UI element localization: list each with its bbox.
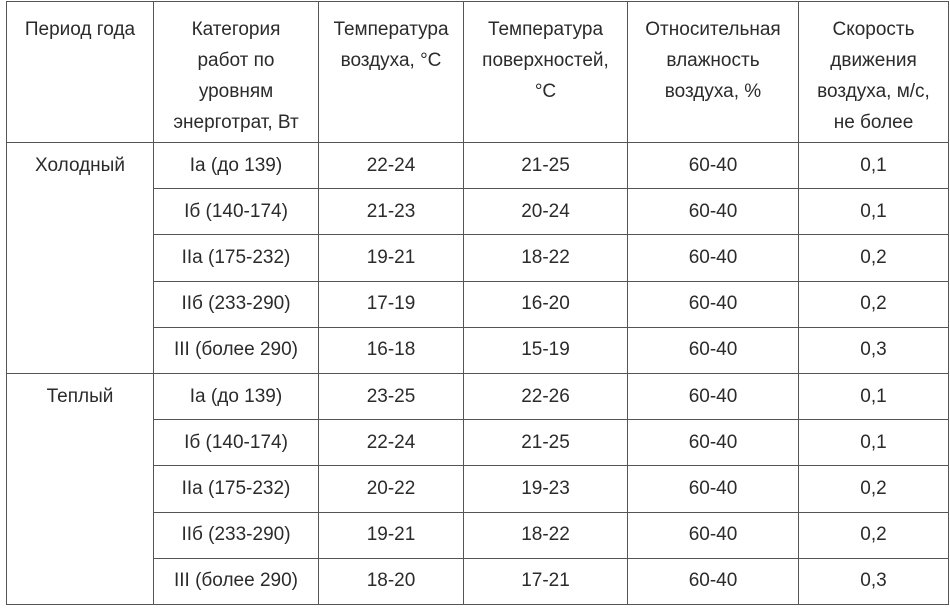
- table-header: [7, 2, 949, 143]
- air-temp-cell: 22-24: [319, 420, 464, 466]
- category-cell: III (более 290): [154, 558, 319, 604]
- humidity-cell: 60-40: [628, 420, 799, 466]
- air-temp-cell: 17-19: [319, 281, 464, 327]
- air-temp-cell: 16-18: [319, 327, 464, 373]
- air-speed-cell: 0,3: [799, 327, 949, 373]
- air-temp-cell: 23-25: [319, 373, 464, 419]
- table-row: [7, 143, 949, 189]
- header-air-speed: [799, 2, 949, 143]
- table-row: [7, 373, 949, 419]
- microclimate-table-container: [6, 1, 948, 605]
- header-line: движения: [830, 50, 917, 71]
- header-relative-humidity: [628, 2, 799, 143]
- header-air-temperature: [319, 2, 464, 143]
- category-cell: IIа (175-232): [154, 235, 319, 281]
- surface-temp-cell: 21-25: [464, 420, 628, 466]
- surface-temp-cell: 17-21: [464, 558, 628, 604]
- surface-temp-cell: 22-26: [464, 373, 628, 419]
- category-cell: III (более 290): [154, 327, 319, 373]
- header-line: Категория: [191, 19, 281, 40]
- humidity-cell: 60-40: [628, 512, 799, 558]
- header-line: Температура: [487, 19, 604, 40]
- air-temp-cell: 19-21: [319, 512, 464, 558]
- air-temp-cell: 21-23: [319, 189, 464, 235]
- humidity-cell: 60-40: [628, 327, 799, 373]
- header-line: °С: [534, 81, 557, 102]
- header-line: работ по: [197, 50, 275, 71]
- humidity-cell: 60-40: [628, 235, 799, 281]
- air-temp-cell: 20-22: [319, 466, 464, 512]
- header-period: [7, 2, 154, 143]
- humidity-cell: 60-40: [628, 558, 799, 604]
- air-speed-cell: 0,2: [799, 281, 949, 327]
- header-line: Относительная: [645, 19, 781, 40]
- humidity-cell: 60-40: [628, 373, 799, 419]
- header-line: Период года: [24, 19, 136, 40]
- air-speed-cell: 0,3: [799, 558, 949, 604]
- humidity-cell: 60-40: [628, 281, 799, 327]
- category-cell: IIа (175-232): [154, 466, 319, 512]
- air-speed-cell: 0,2: [799, 466, 949, 512]
- category-cell: Iа (до 139): [154, 373, 319, 419]
- header-line: Скорость: [832, 19, 915, 40]
- header-line: энерготрат, Вт: [173, 112, 299, 133]
- header-line: воздуха, %: [664, 81, 762, 102]
- category-cell: Iб (140-174): [154, 420, 319, 466]
- header-surface-temperature: [464, 2, 628, 143]
- header-line: влажность: [666, 50, 760, 71]
- header-line: воздуха, м/с,: [817, 81, 930, 102]
- table-body: [7, 143, 949, 605]
- header-line: Температура: [333, 19, 449, 40]
- surface-temp-cell: 20-24: [464, 189, 628, 235]
- air-speed-cell: 0,2: [799, 235, 949, 281]
- header-line: воздуха, °С: [340, 50, 442, 71]
- surface-temp-cell: 18-22: [464, 235, 628, 281]
- category-cell: IIб (233-290): [154, 512, 319, 558]
- humidity-cell: 60-40: [628, 466, 799, 512]
- header-line: не более: [833, 112, 914, 133]
- header-row: [7, 2, 949, 143]
- microclimate-norms-table: [6, 1, 949, 605]
- air-speed-cell: 0,2: [799, 512, 949, 558]
- surface-temp-cell: 15-19: [464, 327, 628, 373]
- humidity-cell: 60-40: [628, 143, 799, 189]
- header-work-category: [154, 2, 319, 143]
- period-cell-cold: Холодный: [7, 143, 154, 374]
- period-cell-warm: Теплый: [7, 373, 154, 604]
- category-cell: Iа (до 139): [154, 143, 319, 189]
- category-cell: IIб (233-290): [154, 281, 319, 327]
- air-speed-cell: 0,1: [799, 143, 949, 189]
- header-line: уровням: [198, 81, 274, 102]
- air-speed-cell: 0,1: [799, 189, 949, 235]
- air-temp-cell: 19-21: [319, 235, 464, 281]
- surface-temp-cell: 16-20: [464, 281, 628, 327]
- surface-temp-cell: 19-23: [464, 466, 628, 512]
- humidity-cell: 60-40: [628, 189, 799, 235]
- header-line: поверхностей,: [482, 50, 609, 71]
- air-speed-cell: 0,1: [799, 373, 949, 419]
- air-speed-cell: 0,1: [799, 420, 949, 466]
- surface-temp-cell: 18-22: [464, 512, 628, 558]
- air-temp-cell: 18-20: [319, 558, 464, 604]
- surface-temp-cell: 21-25: [464, 143, 628, 189]
- category-cell: Iб (140-174): [154, 189, 319, 235]
- air-temp-cell: 22-24: [319, 143, 464, 189]
